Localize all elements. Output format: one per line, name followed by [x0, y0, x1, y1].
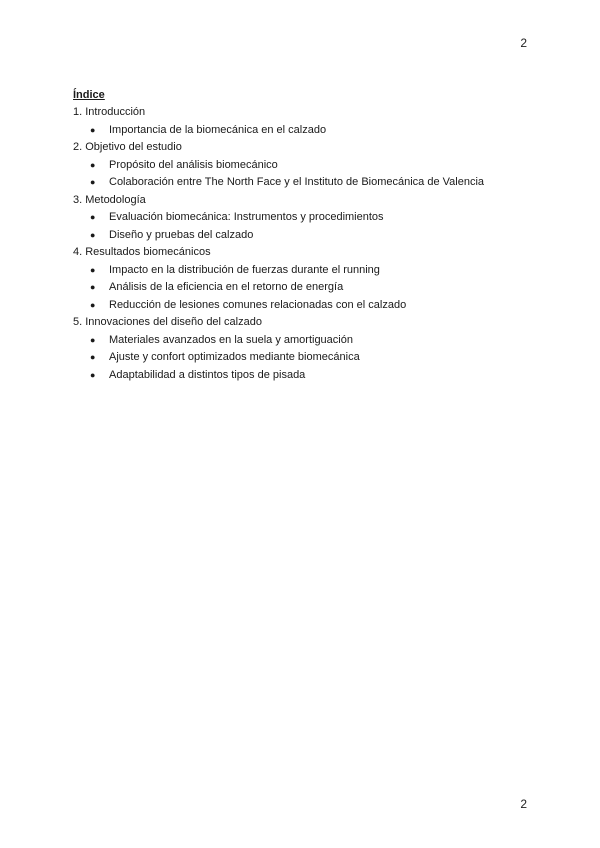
bullet-icon: ● [90, 159, 96, 170]
page-number-bottom: 2 [520, 797, 527, 811]
toc-subitem-label: Adaptabilidad a distintos tipos de pisada [109, 368, 306, 381]
toc-section-heading: 3. Metodología [73, 193, 146, 206]
toc-section-5 [73, 314, 543, 384]
bullet-icon: ● [90, 369, 96, 380]
toc-subitem-label: Materiales avanzados en la suela y amortiguación [109, 333, 353, 346]
toc-section-3 [73, 192, 543, 245]
toc-section-heading: 5. Innovaciones del diseño del calzado [73, 316, 262, 328]
toc-subitem-list [73, 209, 543, 244]
bullet-icon: ● [90, 124, 96, 135]
toc-subitem [73, 122, 543, 140]
toc-subitem-label: Reducción de lesiones comunes relacionadas con el calzado [109, 298, 407, 311]
toc-subitem-label: Análisis de la eficiencia en el retorno de energía [109, 281, 344, 293]
toc-section-heading: 2. Objetivo del estudio [73, 141, 182, 153]
bullet-icon: ● [90, 212, 96, 222]
toc-section-2 [73, 139, 543, 192]
toc-subitem-label: Impacto en la distribución de fuerzas durante el running [109, 263, 380, 276]
page-number-top: 2 [520, 36, 527, 50]
toc-subitem [73, 349, 543, 367]
toc-subitem [73, 174, 543, 192]
toc-title: Índice [73, 89, 105, 101]
toc-subitem-list [73, 332, 543, 385]
toc-section-heading: 1. Introducción [73, 106, 146, 118]
toc-subitem-list [73, 262, 543, 315]
toc-section-4 [73, 244, 543, 314]
toc-subitem-label: Colaboración entre The North Face y el Instituto de Biomecánica de Valencia [109, 176, 485, 188]
toc-subitem [73, 227, 543, 245]
toc-subitem [73, 157, 543, 175]
toc-subitem-label: Evaluación biomecánica: Instrumentos y procedimientos [109, 211, 384, 223]
bullet-icon: ● [90, 352, 96, 362]
toc-subitem-label: Importancia de la biomecánica en el calzado [109, 123, 327, 136]
toc-subitem [73, 297, 543, 315]
toc-subitem [73, 209, 543, 227]
bullet-icon: ● [90, 177, 96, 187]
table-of-contents [73, 87, 543, 384]
bullet-icon: ● [90, 334, 96, 345]
bullet-icon: ● [90, 229, 96, 240]
toc-subitem [73, 332, 543, 350]
toc-subitem-label: Diseño y pruebas del calzado [109, 228, 254, 241]
toc-section-1 [73, 104, 543, 139]
toc-section-heading: 4. Resultados biomecánicos [73, 246, 211, 258]
toc-subitem [73, 367, 543, 385]
toc-subitem-list [73, 157, 543, 192]
toc-subitem-label: Ajuste y confort optimizados mediante biomecánica [109, 351, 360, 363]
toc-subitem-label: Propósito del análisis biomecánico [109, 158, 278, 171]
bullet-icon: ● [90, 282, 96, 292]
bullet-icon: ● [90, 299, 96, 310]
toc-subitem [73, 279, 543, 297]
toc-subitem-list [73, 122, 543, 140]
toc-subitem [73, 262, 543, 280]
bullet-icon: ● [90, 264, 96, 275]
